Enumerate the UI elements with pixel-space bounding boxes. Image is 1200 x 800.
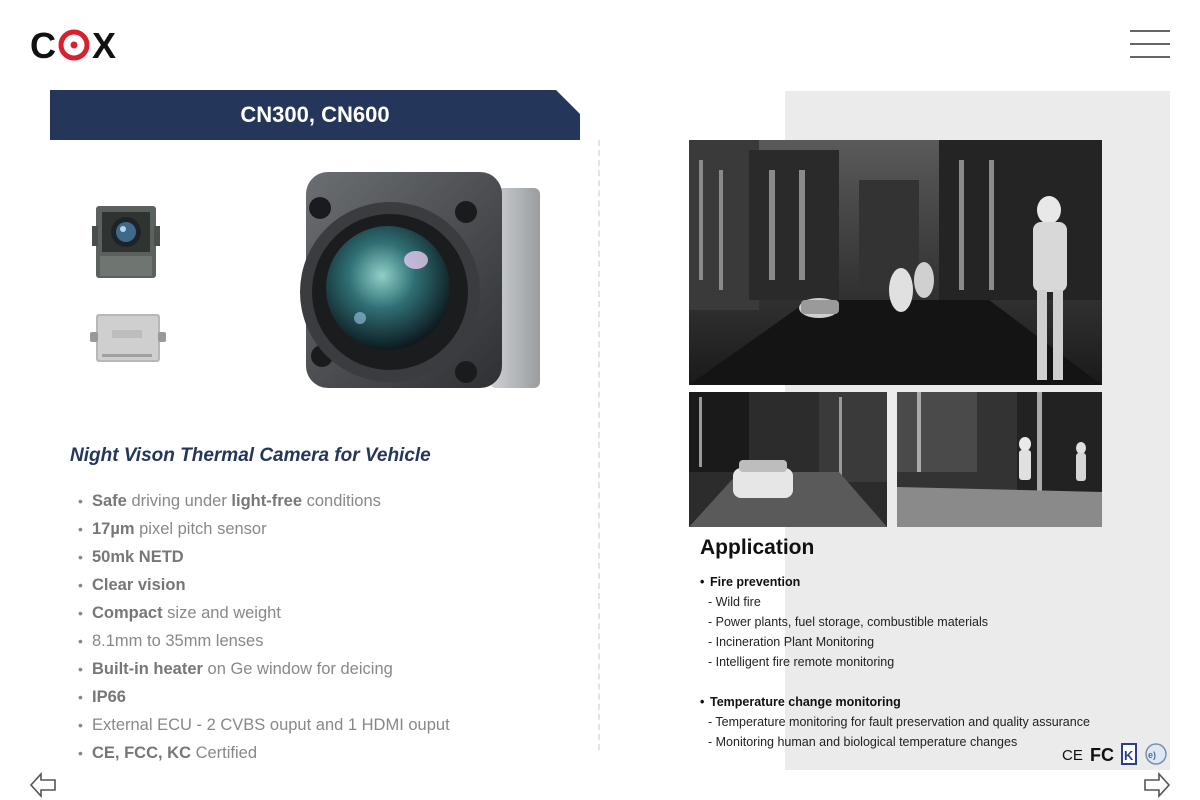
feature-item: • Safe driving under light-free conditions bbox=[78, 489, 450, 517]
thermal-camera-main-image[interactable] bbox=[298, 168, 544, 396]
feature-item: • External ECU - 2 CVBS ouput and 1 HDMI ouput bbox=[78, 713, 450, 741]
svg-text:e): e) bbox=[1148, 750, 1157, 760]
svg-text:X: X bbox=[92, 28, 117, 62]
hamburger-menu-button[interactable] bbox=[1128, 28, 1172, 62]
thermal-street-image[interactable] bbox=[689, 140, 1102, 385]
application-item: - Power plants, fuel storage, combustible materials bbox=[708, 615, 988, 629]
product-title: CN300, CN600 bbox=[240, 102, 390, 127]
application-heading: • Temperature change monitoring bbox=[700, 692, 1090, 712]
application-item: - Temperature monitoring for fault preservation and quality assurance bbox=[708, 715, 1090, 729]
svg-text:C: C bbox=[30, 28, 56, 62]
fcc-mark-icon: FC bbox=[1090, 745, 1114, 765]
hamburger-icon-line-1 bbox=[1130, 30, 1170, 32]
feature-item: • Built-in heater on Ge window for deicing bbox=[78, 657, 450, 685]
svg-text:K: K bbox=[1124, 748, 1134, 763]
application-title: Application bbox=[700, 536, 815, 559]
hamburger-icon-line-3 bbox=[1130, 56, 1170, 58]
application-group-fire bbox=[700, 572, 988, 672]
feature-item: • CE, FCC, KC Certified bbox=[78, 741, 450, 769]
feature-item: • 50mk NETD bbox=[78, 545, 450, 573]
feature-item: • 17µm pixel pitch sensor bbox=[78, 517, 450, 545]
application-heading: • Fire prevention bbox=[700, 572, 988, 592]
ecu-thumbnail[interactable] bbox=[90, 312, 166, 364]
certification-logos bbox=[1060, 742, 1170, 766]
camera-bracket-thumbnail[interactable] bbox=[90, 198, 162, 282]
feature-item: • Compact size and weight bbox=[78, 601, 450, 629]
product-title-bar bbox=[50, 90, 580, 140]
prev-page-button[interactable] bbox=[28, 770, 58, 800]
section-divider bbox=[598, 140, 600, 750]
feature-item: • IP66 bbox=[78, 685, 450, 713]
application-item: - Intelligent fire remote monitoring bbox=[708, 655, 895, 669]
rohs-mark-icon bbox=[1146, 744, 1166, 764]
arrow-right-icon bbox=[1142, 770, 1172, 800]
thermal-car-image[interactable] bbox=[689, 392, 887, 527]
kc-mark-icon bbox=[1122, 744, 1136, 764]
cox-logo[interactable] bbox=[30, 28, 130, 62]
product-subtitle: Night Vison Thermal Camera for Vehicle bbox=[70, 445, 431, 466]
application-item: - Monitoring human and biological temperature changes bbox=[708, 735, 1018, 749]
application-item: - Incineration Plant Monitoring bbox=[708, 635, 875, 649]
feature-list bbox=[78, 489, 450, 769]
hamburger-icon-line-2 bbox=[1130, 43, 1170, 45]
application-group-temperature bbox=[700, 692, 1090, 752]
ce-mark-icon: CE bbox=[1062, 747, 1083, 764]
next-page-button[interactable] bbox=[1142, 770, 1172, 800]
arrow-left-icon bbox=[28, 770, 58, 800]
feature-item: • 8.1mm to 35mm lenses bbox=[78, 629, 450, 657]
application-item: - Wild fire bbox=[708, 595, 761, 609]
thermal-pedestrian-image[interactable] bbox=[897, 392, 1102, 527]
feature-item: • Clear vision bbox=[78, 573, 450, 601]
